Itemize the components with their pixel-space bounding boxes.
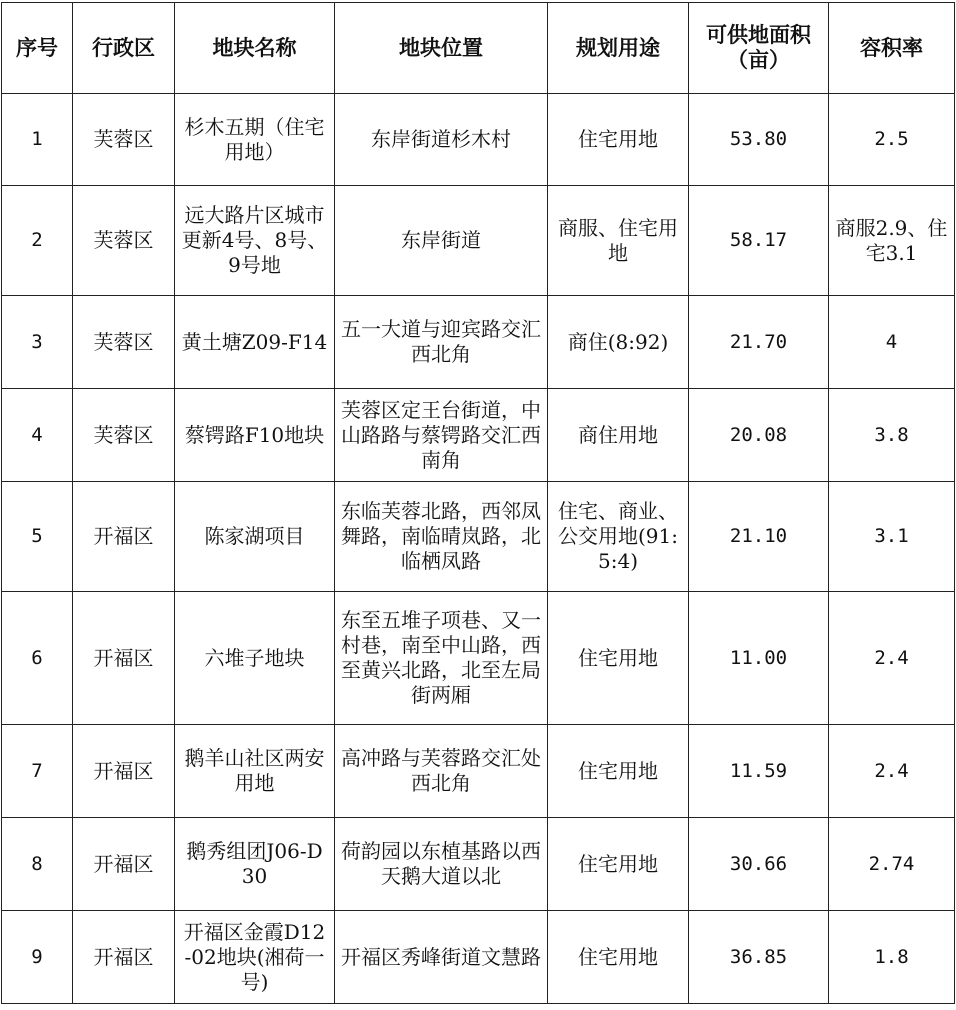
cell-area: 11.00 [689, 592, 829, 725]
cell-plot-ratio: 3.8 [829, 389, 955, 482]
cell-parcel-location: 高冲路与芙蓉路交汇处西北角 [335, 725, 548, 818]
cell-area: 11.59 [689, 725, 829, 818]
cell-serial: 2 [2, 186, 73, 296]
cell-serial: 3 [2, 296, 73, 389]
cell-parcel-location: 东岸街道 [335, 186, 548, 296]
table-row [2, 725, 955, 818]
cell-planned-use: 住宅用地 [548, 94, 689, 186]
cell-parcel-name: 黄土塘Z09-F14 [175, 296, 335, 389]
cell-parcel-location: 开福区秀峰街道文慧路 [335, 911, 548, 1004]
cell-planned-use: 商住用地 [548, 389, 689, 482]
table-row [2, 296, 955, 389]
cell-plot-ratio: 2.4 [829, 592, 955, 725]
cell-parcel-name: 杉木五期（住宅用地） [175, 94, 335, 186]
cell-parcel-name: 陈家湖项目 [175, 482, 335, 592]
cell-serial: 4 [2, 389, 73, 482]
cell-district: 芙蓉区 [73, 389, 175, 482]
cell-plot-ratio: 2.4 [829, 725, 955, 818]
cell-plot-ratio: 4 [829, 296, 955, 389]
cell-parcel-location: 东岸街道杉木村 [335, 94, 548, 186]
cell-district: 芙蓉区 [73, 296, 175, 389]
header-parcel-name: 地块名称 [175, 3, 335, 94]
cell-parcel-name: 开福区金霞D12-02地块(湘荷一号) [175, 911, 335, 1004]
cell-serial: 7 [2, 725, 73, 818]
cell-serial: 6 [2, 592, 73, 725]
table-row [2, 592, 955, 725]
cell-serial: 1 [2, 94, 73, 186]
cell-district: 开福区 [73, 482, 175, 592]
cell-area: 30.66 [689, 818, 829, 911]
cell-district: 开福区 [73, 592, 175, 725]
cell-parcel-name: 蔡锷路F10地块 [175, 389, 335, 482]
cell-district: 开福区 [73, 725, 175, 818]
cell-planned-use: 商住(8:92) [548, 296, 689, 389]
cell-serial: 5 [2, 482, 73, 592]
header-parcel-location: 地块位置 [335, 3, 548, 94]
cell-area: 53.80 [689, 94, 829, 186]
cell-plot-ratio: 2.5 [829, 94, 955, 186]
header-district: 行政区 [73, 3, 175, 94]
cell-parcel-location: 芙蓉区定王台街道，中山路路与蔡锷路交汇西南角 [335, 389, 548, 482]
cell-planned-use: 住宅用地 [548, 911, 689, 1004]
header-plot-ratio: 容积率 [829, 3, 955, 94]
cell-plot-ratio: 2.74 [829, 818, 955, 911]
table-row [2, 94, 955, 186]
cell-parcel-location: 东临芙蓉北路，西邻凤舞路，南临晴岚路，北临栖凤路 [335, 482, 548, 592]
header-area: 可供地面积（亩） [689, 3, 829, 94]
cell-plot-ratio: 商服2.9、住宅3.1 [829, 186, 955, 296]
cell-area: 21.70 [689, 296, 829, 389]
cell-parcel-name: 鹅秀组团J06-D30 [175, 818, 335, 911]
cell-plot-ratio: 1.8 [829, 911, 955, 1004]
cell-district: 芙蓉区 [73, 186, 175, 296]
cell-planned-use: 商服、住宅用地 [548, 186, 689, 296]
cell-planned-use: 住宅用地 [548, 818, 689, 911]
table-header-row [2, 3, 955, 94]
cell-area: 21.10 [689, 482, 829, 592]
cell-plot-ratio: 3.1 [829, 482, 955, 592]
table-row [2, 389, 955, 482]
header-planned-use: 规划用途 [548, 3, 689, 94]
cell-parcel-name: 远大路片区城市更新4号、8号、9号地 [175, 186, 335, 296]
cell-area: 58.17 [689, 186, 829, 296]
land-supply-table [1, 2, 955, 1004]
cell-parcel-location: 东至五堆子项巷、又一村巷，南至中山路，西至黄兴北路，北至左局街两厢 [335, 592, 548, 725]
table-row [2, 186, 955, 296]
cell-area: 36.85 [689, 911, 829, 1004]
table-row [2, 482, 955, 592]
cell-planned-use: 住宅用地 [548, 725, 689, 818]
cell-parcel-location: 五一大道与迎宾路交汇西北角 [335, 296, 548, 389]
cell-planned-use: 住宅用地 [548, 592, 689, 725]
table-row [2, 818, 955, 911]
cell-planned-use: 住宅、商业、公交用地(91:5:4) [548, 482, 689, 592]
cell-parcel-name: 六堆子地块 [175, 592, 335, 725]
cell-parcel-location: 荷韵园以东植基路以西天鹅大道以北 [335, 818, 548, 911]
cell-district: 开福区 [73, 911, 175, 1004]
cell-serial: 9 [2, 911, 73, 1004]
cell-district: 开福区 [73, 818, 175, 911]
cell-area: 20.08 [689, 389, 829, 482]
cell-district: 芙蓉区 [73, 94, 175, 186]
table-row [2, 911, 955, 1004]
header-serial: 序号 [2, 3, 73, 94]
cell-parcel-name: 鹅羊山社区两安用地 [175, 725, 335, 818]
cell-serial: 8 [2, 818, 73, 911]
